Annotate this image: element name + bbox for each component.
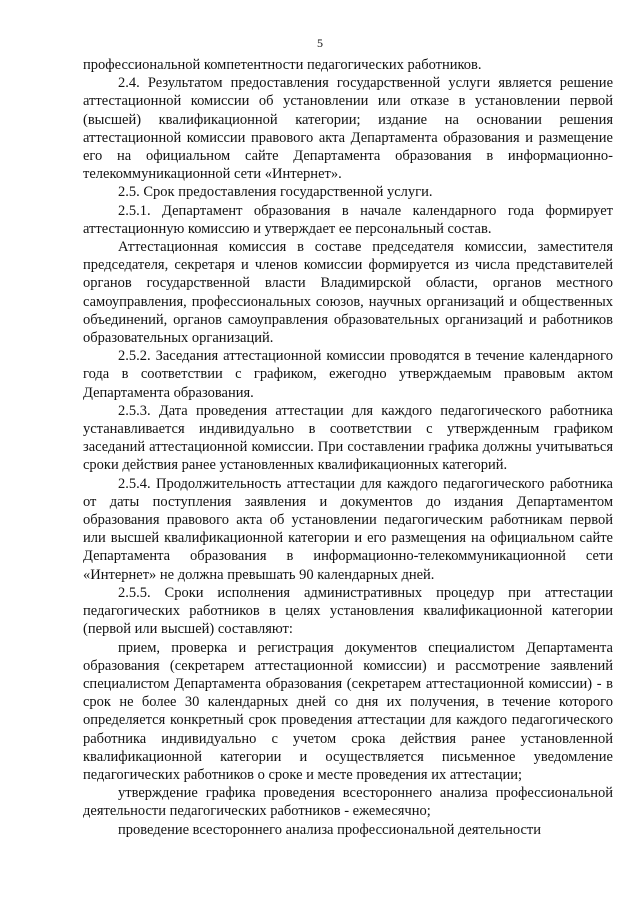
document-body (83, 56, 613, 839)
paragraph-2-5-5: 2.5.5. Сроки исполнения административных процедур при аттестации педагогических работников в целях установления квалификационной категории (первой или высшей) составляют: (83, 584, 613, 638)
paragraph-2-4: 2.4. Результатом предоставления государственной услуги является решение аттестационной комиссии об установлении или отказе в установлении первой (высшей) квалификационной категории; издание на основании решения аттестационной комиссии правового акта Департамента образования и размещение его на официальном сайте Департамента образования в информационно-телекоммуникационной сети «Интернет». (83, 75, 613, 183)
paragraph-commission-composition: Аттестационная комиссия в составе председателя комиссии, заместителя председателя, секретаря и членов комиссии формируется из числа представителей органов государственной власти Владимирской области, органов местного самоуправления, профессиональных союзов, научных организаций и общественных объединений, органов самоуправления образовательных организаций и работников образовательных организаций. (83, 239, 613, 347)
paragraph-2-5-3: 2.5.3. Дата проведения аттестации для каждого педагогического работника устанавливается индивидуально в соответствии с утвержденным графиком заседаний аттестационной комиссии. При составлении графика должны учитываться сроки действия ранее установленных квалификационных категорий. (83, 402, 613, 474)
paragraph-2-5-4: 2.5.4. Продолжительность аттестации для каждого педагогического работника от даты поступления заявления и документов до издания Департаментом образования правового акта об установлении педагогическим работникам первой или высшей квалификационной категории и его размещения на официальном сайте Департамента образования в информационно-телекоммуникационной сети «Интернет» не должна превышать 90 календарных дней. (83, 475, 613, 583)
paragraph-2-5-1: 2.5.1. Департамент образования в начале календарного года формирует аттестационную комиссию и утверждает ее персональный состав. (83, 202, 613, 237)
paragraph-2-5-2: 2.5.2. Заседания аттестационной комиссии проводятся в течение календарного года в соответствии с графиком, ежегодно утверждаемым правовым актом Департамента образования. (83, 348, 613, 401)
page-number: 5 (317, 36, 323, 50)
paragraph-continuation: профессиональной компетентности педагогических работников. (83, 57, 482, 73)
paragraph-analysis-start: проведение всестороннего анализа профессиональной деятельности (118, 821, 542, 838)
paragraph-reception-registration: прием, проверка и регистрация документов специалистом Департамента образования (секретарем аттестационной комиссии) и рассмотрение заявлений специалистом Департамента образования (секретарем аттестационной комиссии) - в срок не более 30 календарных дней со дня их получения, в течение которого определяется конкретный срок проведения аттестации для каждого педагогического работника индивидуально с учетом срока действия ранее установленной квалификационной категории и осуществляется письменное уведомление педагогических работников о сроке и месте проведения их аттестации; (83, 639, 613, 783)
paragraph-schedule-approval: утверждение графика проведения всестороннего анализа профессиональной деятельности педагогических работников - ежемесячно; (83, 785, 613, 820)
paragraph-2-5: 2.5. Срок предоставления государственной услуги. (118, 184, 433, 201)
